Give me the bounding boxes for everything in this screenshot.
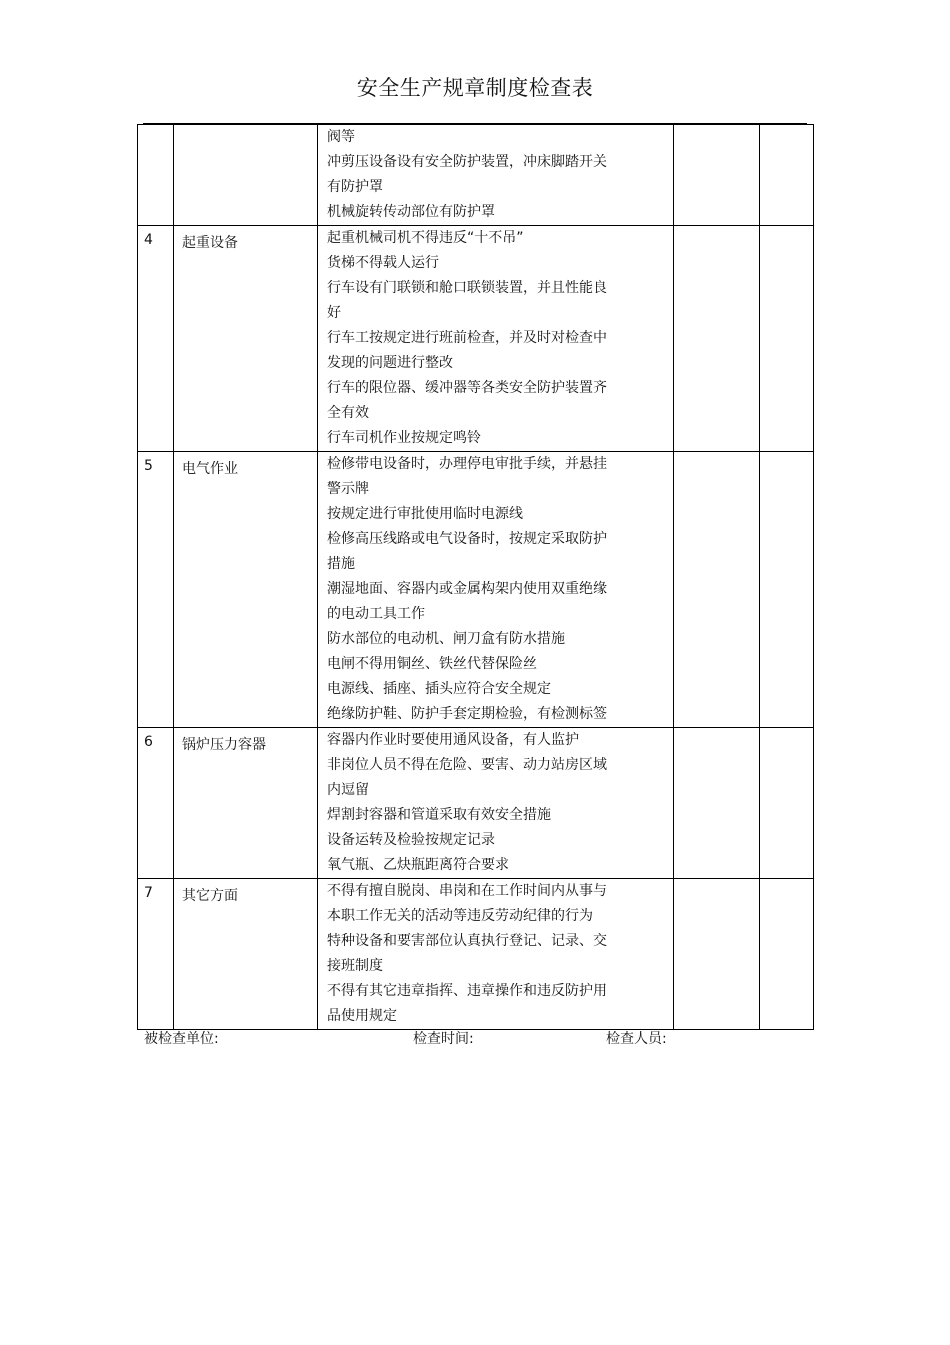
result-cell[interactable] [674, 226, 760, 452]
check-item [327, 200, 673, 225]
row-number: 7 [138, 879, 174, 1030]
check-item-line: 接班制度 [327, 958, 383, 974]
check-item [327, 577, 673, 627]
table-row [138, 226, 814, 452]
check-item-line: 检修带电设备时，办理停电审批手续，并悬挂 [327, 456, 607, 472]
check-item-line: 按规定进行审批使用临时电源线 [327, 506, 523, 522]
check-item-line: 冲剪压设备设有安全防护装置，冲床脚踏开关 [327, 154, 607, 170]
check-item-line: 起重机械司机不得违反“十不吊” [327, 230, 524, 246]
result-cell[interactable] [674, 879, 760, 1030]
table-row [138, 728, 814, 879]
check-item [327, 527, 673, 577]
table-row [138, 125, 814, 226]
check-item-line: 行车设有门联锁和舱口联锁装置，并且性能良 [327, 280, 607, 296]
check-item-line: 不得有擅自脱岗、串岗和在工作时间内从事与 [327, 883, 607, 899]
row-number: 6 [138, 728, 174, 879]
check-item-line: 电源线、插座、插头应符合安全规定 [327, 681, 551, 697]
check-item [327, 426, 673, 451]
check-item-line: 非岗位人员不得在危险、要害、动力站房区域 [327, 757, 607, 773]
check-item-line: 电闸不得用铜丝、铁丝代替保险丝 [327, 656, 537, 672]
check-item-line: 检修高压线路或电气设备时，按规定采取防护 [327, 531, 607, 547]
check-item-line: 发现的问题进行整改 [327, 355, 453, 371]
row-category [174, 125, 318, 226]
check-item-line: 绝缘防护鞋、防护手套定期检验，有检测标签 [327, 706, 607, 722]
check-item-line: 容器内作业时要使用通风设备，有人监护 [327, 732, 579, 748]
check-item-line: 内逗留 [327, 782, 369, 798]
inspector-label: 检查人员: [606, 1031, 667, 1047]
row-category: 锅炉压力容器 [174, 728, 318, 879]
check-item [327, 753, 673, 803]
check-item [327, 125, 673, 150]
check-item [327, 728, 673, 753]
row-number: 4 [138, 226, 174, 452]
check-item [327, 803, 673, 828]
check-items-cell [318, 226, 674, 452]
check-item-line: 全有效 [327, 405, 369, 421]
remark-cell[interactable] [760, 452, 814, 728]
check-item-line: 措施 [327, 556, 355, 572]
remark-cell[interactable] [760, 226, 814, 452]
row-number: 5 [138, 452, 174, 728]
check-item [327, 677, 673, 702]
check-item-line: 行车的限位器、缓冲器等各类安全防护装置齐 [327, 380, 607, 396]
check-items-cell [318, 125, 674, 226]
table-row [138, 879, 814, 1030]
table-row [138, 452, 814, 728]
check-item [327, 452, 673, 502]
checklist-table [137, 124, 814, 1030]
check-item-line: 行车司机作业按规定鸣铃 [327, 430, 481, 446]
check-item [327, 702, 673, 727]
check-item-line: 设备运转及检验按规定记录 [327, 832, 495, 848]
check-item-line: 焊割封容器和管道采取有效安全措施 [327, 807, 551, 823]
check-item [327, 502, 673, 527]
check-item [327, 853, 673, 878]
remark-cell[interactable] [760, 879, 814, 1030]
check-item-line: 行车工按规定进行班前检查，并及时对检查中 [327, 330, 607, 346]
row-category: 其它方面 [174, 879, 318, 1030]
remark-cell[interactable] [760, 728, 814, 879]
check-item-line: 货梯不得载人运行 [327, 255, 439, 271]
check-item-line: 的电动工具工作 [327, 606, 425, 622]
check-item-line: 阀等 [327, 129, 355, 145]
check-item [327, 150, 673, 200]
result-cell[interactable] [674, 728, 760, 879]
check-item-line: 潮湿地面、容器内或金属构架内使用双重绝缘 [327, 581, 607, 597]
inspection-time-label: 检查时间: [413, 1031, 474, 1047]
check-item [327, 979, 673, 1029]
check-item [327, 326, 673, 376]
remark-cell[interactable] [760, 125, 814, 226]
result-cell[interactable] [674, 452, 760, 728]
check-item-line: 特种设备和要害部位认真执行登记、记录、交 [327, 933, 607, 949]
row-number [138, 125, 174, 226]
check-item [327, 828, 673, 853]
check-item-line: 不得有其它违章指挥、违章操作和违反防护用 [327, 983, 607, 999]
inspected-unit-label: 被检查单位: [144, 1031, 219, 1047]
check-item-line: 品使用规定 [327, 1008, 397, 1024]
check-item-line: 好 [327, 305, 341, 321]
row-category: 起重设备 [174, 226, 318, 452]
check-item-line: 有防护罩 [327, 179, 383, 195]
check-items-cell [318, 452, 674, 728]
check-item [327, 251, 673, 276]
check-item [327, 226, 673, 251]
check-item-line: 本职工作无关的活动等违反劳动纪律的行为 [327, 908, 593, 924]
page-title: 安全生产规章制度检查表 [356, 76, 594, 100]
check-item-line: 警示牌 [327, 481, 369, 497]
check-items-cell [318, 728, 674, 879]
check-item [327, 276, 673, 326]
check-item [327, 627, 673, 652]
check-item [327, 929, 673, 979]
result-cell[interactable] [674, 125, 760, 226]
check-items-cell [318, 879, 674, 1030]
check-item [327, 879, 673, 929]
check-item [327, 376, 673, 426]
check-item-line: 防水部位的电动机、闸刀盒有防水措施 [327, 631, 565, 647]
check-item [327, 652, 673, 677]
check-item-line: 氧气瓶、乙炔瓶距离符合要求 [327, 857, 509, 873]
row-category: 电气作业 [174, 452, 318, 728]
check-item-line: 机械旋转传动部位有防护罩 [327, 204, 495, 220]
